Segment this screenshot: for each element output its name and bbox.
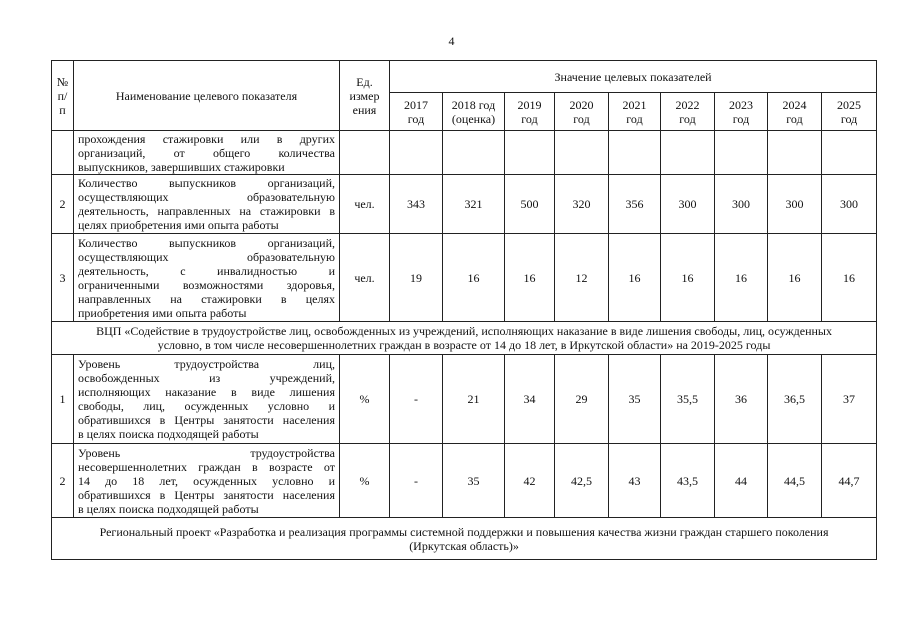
table-row	[52, 131, 877, 175]
indicator-name-line: несовершеннолетних граждан в возрасте от	[78, 459, 335, 474]
value-cell: 16	[715, 234, 768, 322]
header-year-line: 2019	[517, 97, 542, 112]
header-year-line: год	[626, 111, 643, 126]
header-unit: Ед. измер ения	[340, 61, 390, 131]
unit: чел.	[340, 175, 390, 234]
header-year-line: 2023	[729, 97, 753, 112]
header-year-line: год	[521, 111, 538, 126]
indicator-name-line: организаций, от общего количества	[78, 145, 335, 160]
value-cell: 29	[555, 355, 609, 444]
value-cell: -	[390, 444, 443, 518]
header-year-line: 2025	[837, 97, 862, 112]
header-year-3	[555, 93, 609, 131]
indicator-name-line: деятельность, направленных на стажировки в	[78, 204, 335, 218]
value-cell: 44,7	[822, 444, 877, 518]
section-title	[52, 322, 877, 355]
indicator-name-line: 14 до 18 лет, осужденных условно и	[78, 473, 335, 488]
value-cell	[768, 131, 822, 175]
section-title	[52, 518, 877, 560]
value-cell	[715, 131, 768, 175]
table-row	[52, 355, 877, 444]
indicator-name-line: ограниченными возможностями здоровья,	[78, 277, 335, 292]
header-year-2	[505, 93, 555, 131]
header-year-line: 2021	[622, 97, 647, 112]
value-cell: 43,5	[661, 444, 715, 518]
indicator-name-line: приобретения ими опыта работы	[78, 305, 247, 320]
value-cell: 36	[715, 355, 768, 444]
value-cell	[822, 131, 877, 175]
value-cell: 300	[822, 175, 877, 234]
unit: %	[340, 355, 390, 444]
value-cell: 42,5	[555, 444, 609, 518]
table-row	[52, 175, 877, 234]
value-cell: 19	[390, 234, 443, 322]
value-cell: 34	[505, 355, 555, 444]
value-cell: 356	[609, 175, 661, 234]
header-year-4	[609, 93, 661, 131]
value-cell: 300	[715, 175, 768, 234]
value-cell: 36,5	[768, 355, 822, 444]
row-number: 1	[52, 355, 74, 444]
table-row	[52, 444, 877, 518]
value-cell: 43	[609, 444, 661, 518]
value-cell: 343	[390, 175, 443, 234]
indicator-name-line: целях приобретения ими опыта работы	[78, 218, 279, 232]
header-year-8	[822, 93, 877, 131]
value-cell: 35,5	[661, 355, 715, 444]
indicator-name	[74, 234, 340, 322]
row-number: 3	[52, 234, 74, 322]
value-cell: 16	[822, 234, 877, 322]
indicator-name	[74, 355, 340, 444]
section-title-line: Региональный проект «Разработка и реализация программы системной поддержки и повышения качества жизни граждан старшего поколения	[99, 524, 829, 539]
value-cell: 21	[443, 355, 505, 444]
header-num-label	[55, 75, 70, 117]
indicator-name-line: Уровень трудоустройства лиц,	[78, 357, 335, 371]
value-cell: 16	[609, 234, 661, 322]
header-name: Наименование целевого показателя	[74, 61, 340, 131]
section-title-line: условно, в том числе несовершеннолетних граждан в возрасте от 14 до 18 лет, в Иркутской области» на 2019-2025 годы	[157, 338, 771, 352]
header-num	[52, 61, 74, 131]
value-cell: 44	[715, 444, 768, 518]
value-cell: 42	[505, 444, 555, 518]
value-cell	[609, 131, 661, 175]
header-num-line: №	[56, 74, 69, 89]
value-cell: -	[390, 355, 443, 444]
header-year-line: 2020	[569, 97, 594, 112]
indicator-name-line: обратившихся в Центры занятости населения	[78, 487, 335, 502]
header-year-1	[443, 93, 505, 131]
header-year-line: 2017	[404, 97, 428, 112]
indicator-name-line: деятельность, с инвалидностью и	[78, 263, 335, 278]
value-cell: 500	[505, 175, 555, 234]
value-cell: 300	[768, 175, 822, 234]
value-cell: 37	[822, 355, 877, 444]
indicator-name-line: направленных на стажировки в целях	[78, 291, 335, 306]
value-cell: 35	[443, 444, 505, 518]
section-title-line: ВЦП «Содействие в трудоустройстве лиц, освобожденных из учреждений, исполняющих наказание в виде лишения свободы, лиц, осужденных	[96, 324, 832, 338]
unit	[340, 131, 390, 175]
header-year-line: 2018 год	[451, 97, 496, 112]
header-year-line: год	[732, 111, 750, 126]
value-cell	[390, 131, 443, 175]
indicator-name-line: в целях поиска подходящей работы	[78, 427, 259, 441]
value-cell	[443, 131, 505, 175]
header-year-line: год	[679, 111, 696, 126]
page-number: 4	[448, 34, 455, 48]
value-cell: 12	[555, 234, 609, 322]
row-number	[52, 131, 74, 175]
indicator-name-line: свободы, лиц, осужденных условно и	[78, 399, 335, 413]
indicator-name-line: Количество выпускников организаций,	[78, 176, 335, 190]
indicator-name-line: осуществляющих образовательную	[78, 190, 335, 204]
indicator-name-line: Количество выпускников организаций,	[78, 235, 335, 250]
value-cell: 35	[609, 355, 661, 444]
header-year-line: (оценка)	[451, 111, 496, 126]
header-num-line: п/п	[57, 88, 68, 117]
value-cell	[505, 131, 555, 175]
value-cell: 16	[661, 234, 715, 322]
indicator-name-line: исполняющих наказание в виде лишения	[78, 385, 335, 399]
value-cell: 16	[768, 234, 822, 322]
header-year-line: 2024	[782, 97, 807, 112]
indicator-name-line: обратившихся в Центры занятости населения	[78, 413, 335, 427]
section-row	[52, 322, 877, 355]
unit: %	[340, 444, 390, 518]
header-year-line: 2022	[675, 97, 700, 112]
indicator-name	[74, 444, 340, 518]
value-cell	[661, 131, 715, 175]
header-year-6	[715, 93, 768, 131]
header-year-7	[768, 93, 822, 131]
header-year-line: год	[840, 111, 858, 126]
section-row	[52, 518, 877, 560]
indicator-name-line: выпускников, завершивших стажировки	[78, 159, 285, 174]
indicator-name-line: Уровень трудоустройства	[78, 445, 335, 460]
header-year-line: год	[573, 111, 590, 126]
indicator-name-line: осуществляющих образовательную	[78, 249, 335, 264]
header-year-line: год	[407, 111, 425, 126]
unit: чел.	[340, 234, 390, 322]
value-cell: 44,5	[768, 444, 822, 518]
indicator-name-line: в целях поиска подходящей работы	[78, 501, 259, 516]
table-row	[52, 234, 877, 322]
value-cell	[555, 131, 609, 175]
header-values-title: Значение целевых показателей	[390, 61, 877, 93]
value-cell: 16	[443, 234, 505, 322]
indicator-name	[74, 175, 340, 234]
row-number: 2	[52, 444, 74, 518]
section-title-line: (Иркутская область)»	[409, 538, 519, 553]
value-cell: 16	[505, 234, 555, 322]
indicator-name-line: освобожденных из учреждений,	[78, 371, 335, 385]
indicator-name-line: прохождения стажировки или в других	[78, 131, 335, 146]
header-year-5	[661, 93, 715, 131]
header-year-line: год	[786, 111, 803, 126]
value-cell: 321	[443, 175, 505, 234]
value-cell: 300	[661, 175, 715, 234]
header-year-0	[390, 93, 443, 131]
row-number: 2	[52, 175, 74, 234]
target-indicators-table	[51, 60, 877, 560]
indicator-name	[74, 131, 340, 175]
value-cell: 320	[555, 175, 609, 234]
